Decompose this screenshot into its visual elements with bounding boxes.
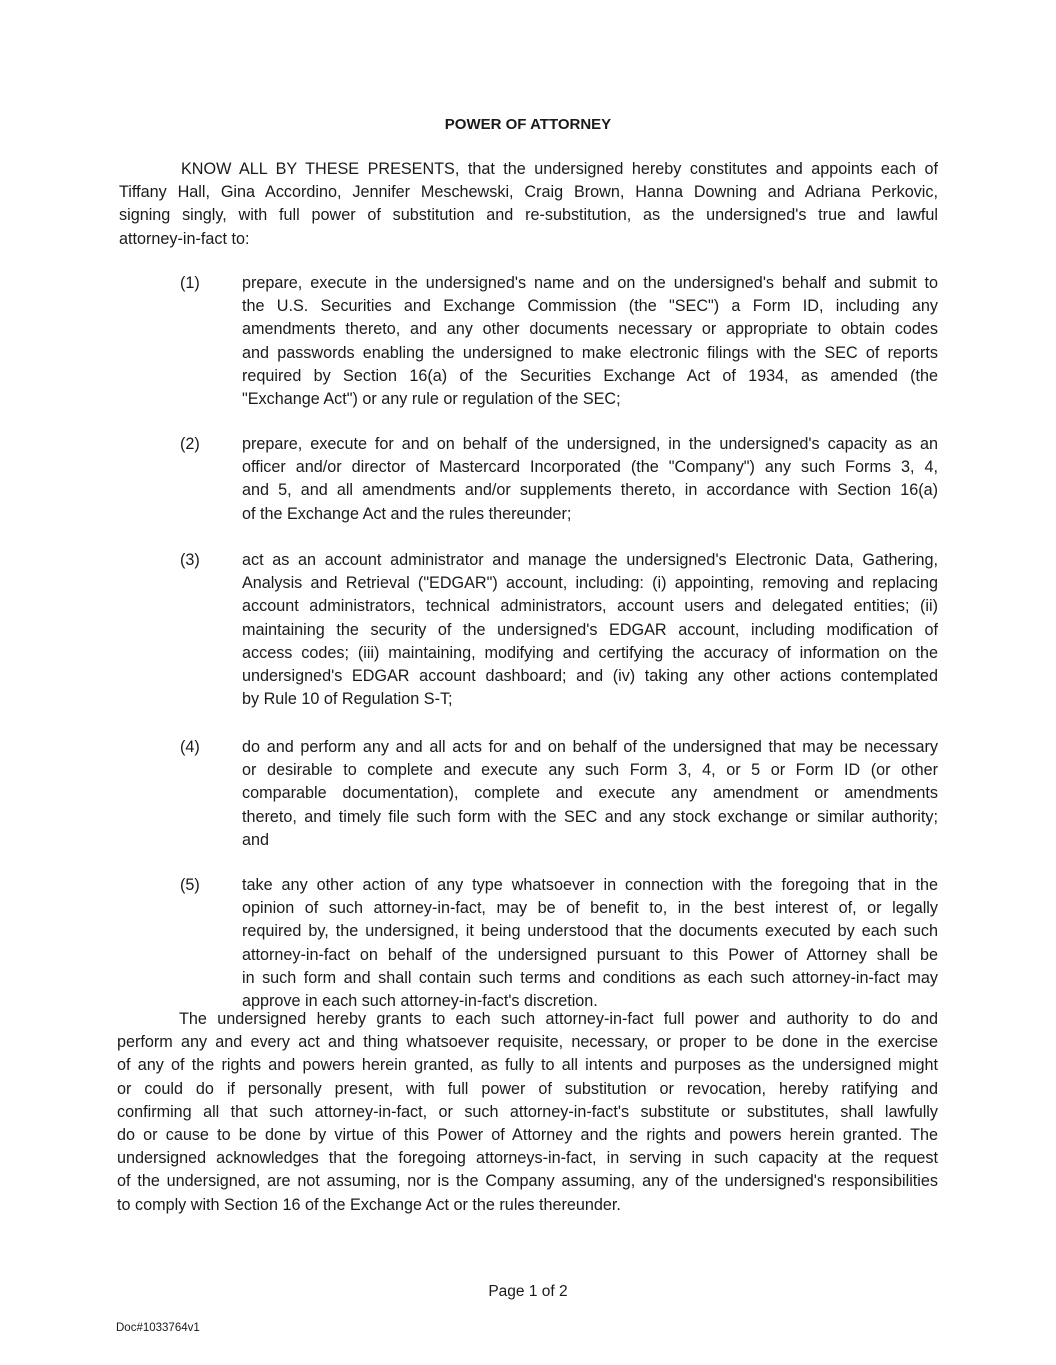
item-number: (3) <box>180 551 200 569</box>
item-text <box>242 736 938 852</box>
intro-line: attorney-in-fact to: <box>119 229 250 248</box>
intro-line: signing singly, with full power of substitution and re-substitution, as the undersigned's true and lawful <box>119 206 938 225</box>
intro-paragraph <box>119 158 938 251</box>
item-line: prepare, execute in the undersigned's name and on the undersigned's behalf and submit to <box>242 274 938 292</box>
item-line: take any other action of any type whatsoever in connection with the foregoing that in the <box>242 876 938 894</box>
item-line: act as an account administrator and manage the undersigned's Electronic Data, Gathering, <box>242 551 938 569</box>
item-line: and <box>242 830 270 849</box>
item-text <box>242 549 938 711</box>
closing-line: undersigned acknowledges that the foregoing attorneys-in-fact, in serving in such capacity at the request <box>117 1149 938 1168</box>
intro-line: KNOW ALL BY THESE PRESENTS, that the undersigned hereby constitutes and appoints each of <box>181 160 938 178</box>
closing-line: perform any and every act and thing whatsoever requisite, necessary, or proper to be done in the exercise <box>117 1033 938 1052</box>
item-line: "Exchange Act") or any rule or regulation of the SEC; <box>242 389 621 408</box>
closing-paragraph <box>117 1008 938 1217</box>
closing-line: do or cause to be done by virtue of this Power of Attorney and the rights and powers herein granted. The <box>117 1125 938 1144</box>
item-number: (5) <box>180 876 200 894</box>
item-line: approve in each such attorney-in-fact's discretion. <box>242 991 598 1010</box>
item-line: amendments thereto, and any other documents necessary or appropriate to obtain codes <box>242 320 938 339</box>
item-line: and 5, and all amendments and/or supplements thereto, in accordance with Section 16(a) <box>242 481 938 500</box>
item-line: opinion of such attorney-in-fact, may be of benefit to, in the best interest of, or legally <box>242 899 938 918</box>
intro-line: Tiffany Hall, Gina Accordino, Jennifer Meschewski, Craig Brown, Hanna Downing and Adriana Perkovic, <box>119 183 938 202</box>
item-line: in such form and shall contain such terms and conditions as each such attorney-in-fact may <box>242 968 938 987</box>
item-line: access codes; (iii) maintaining, modifying and certifying the accuracy of information on the <box>242 643 938 662</box>
item-line: required by, the undersigned, it being understood that the documents executed by each such <box>242 922 938 941</box>
item-line: undersigned's EDGAR account dashboard; and (iv) taking any other actions contemplated <box>242 666 938 685</box>
item-line: and passwords enabling the undersigned to make electronic filings with the SEC of reports <box>242 343 938 362</box>
item-line: maintaining the security of the undersigned's EDGAR account, including modification of <box>242 620 938 639</box>
closing-line: of the undersigned, are not assuming, nor is the Company assuming, any of the undersigned's responsibilities <box>117 1172 938 1191</box>
page-number: Page 1 of 2 <box>488 1283 568 1300</box>
item-line: the U.S. Securities and Exchange Commission (the "SEC") a Form ID, including any <box>242 297 938 316</box>
item-number: (1) <box>180 274 200 292</box>
item-text <box>242 433 938 526</box>
item-line: required by Section 16(a) of the Securities Exchange Act of 1934, as amended (the <box>242 366 938 385</box>
item-line: comparable documentation), complete and execute any amendment or amendments <box>242 784 938 803</box>
closing-line: or could do if personally present, with full power of substitution or revocation, hereby ratifying and <box>117 1079 938 1098</box>
item-number: (4) <box>180 738 200 756</box>
item-line: account administrators, technical administrators, account users and delegated entities; (ii) <box>242 597 938 616</box>
closing-line: to comply with Section 16 of the Exchange Act or the rules thereunder. <box>117 1195 621 1214</box>
item-line: of the Exchange Act and the rules thereunder; <box>242 504 572 523</box>
item-line: officer and/or director of Mastercard Incorporated (the "Company") any such Forms 3, 4, <box>242 458 938 477</box>
item-text <box>242 272 938 411</box>
item-text <box>242 874 938 1013</box>
item-line: or desirable to complete and execute any such Form 3, 4, or 5 or Form ID (or other <box>242 761 938 780</box>
item-line: Analysis and Retrieval ("EDGAR") account, including: (i) appointing, removing and replacing <box>242 574 938 593</box>
closing-line: of any of the rights and powers herein granted, as fully to all intents and purposes as the undersigned might <box>117 1056 938 1075</box>
item-number: (2) <box>180 435 200 453</box>
item-line: prepare, execute for and on behalf of the undersigned, in the undersigned's capacity as an <box>242 435 938 453</box>
item-line: do and perform any and all acts for and on behalf of the undersigned that may be necessary <box>242 738 938 756</box>
item-line: thereto, and timely file such form with the SEC and any stock exchange or similar authority; <box>242 807 938 826</box>
document-id: Doc#1033764v1 <box>116 1322 200 1334</box>
closing-line: The undersigned hereby grants to each such attorney-in-fact full power and authority to do and <box>179 1010 938 1028</box>
document-title: POWER OF ATTORNEY <box>444 116 612 133</box>
item-line: by Rule 10 of Regulation S-T; <box>242 690 453 709</box>
closing-line: confirming all that such attorney-in-fact, or such attorney-in-fact's substitute or substitutes, shall lawfully <box>117 1102 938 1121</box>
item-line: attorney-in-fact on behalf of the undersigned pursuant to this Power of Attorney shall be <box>242 945 938 964</box>
